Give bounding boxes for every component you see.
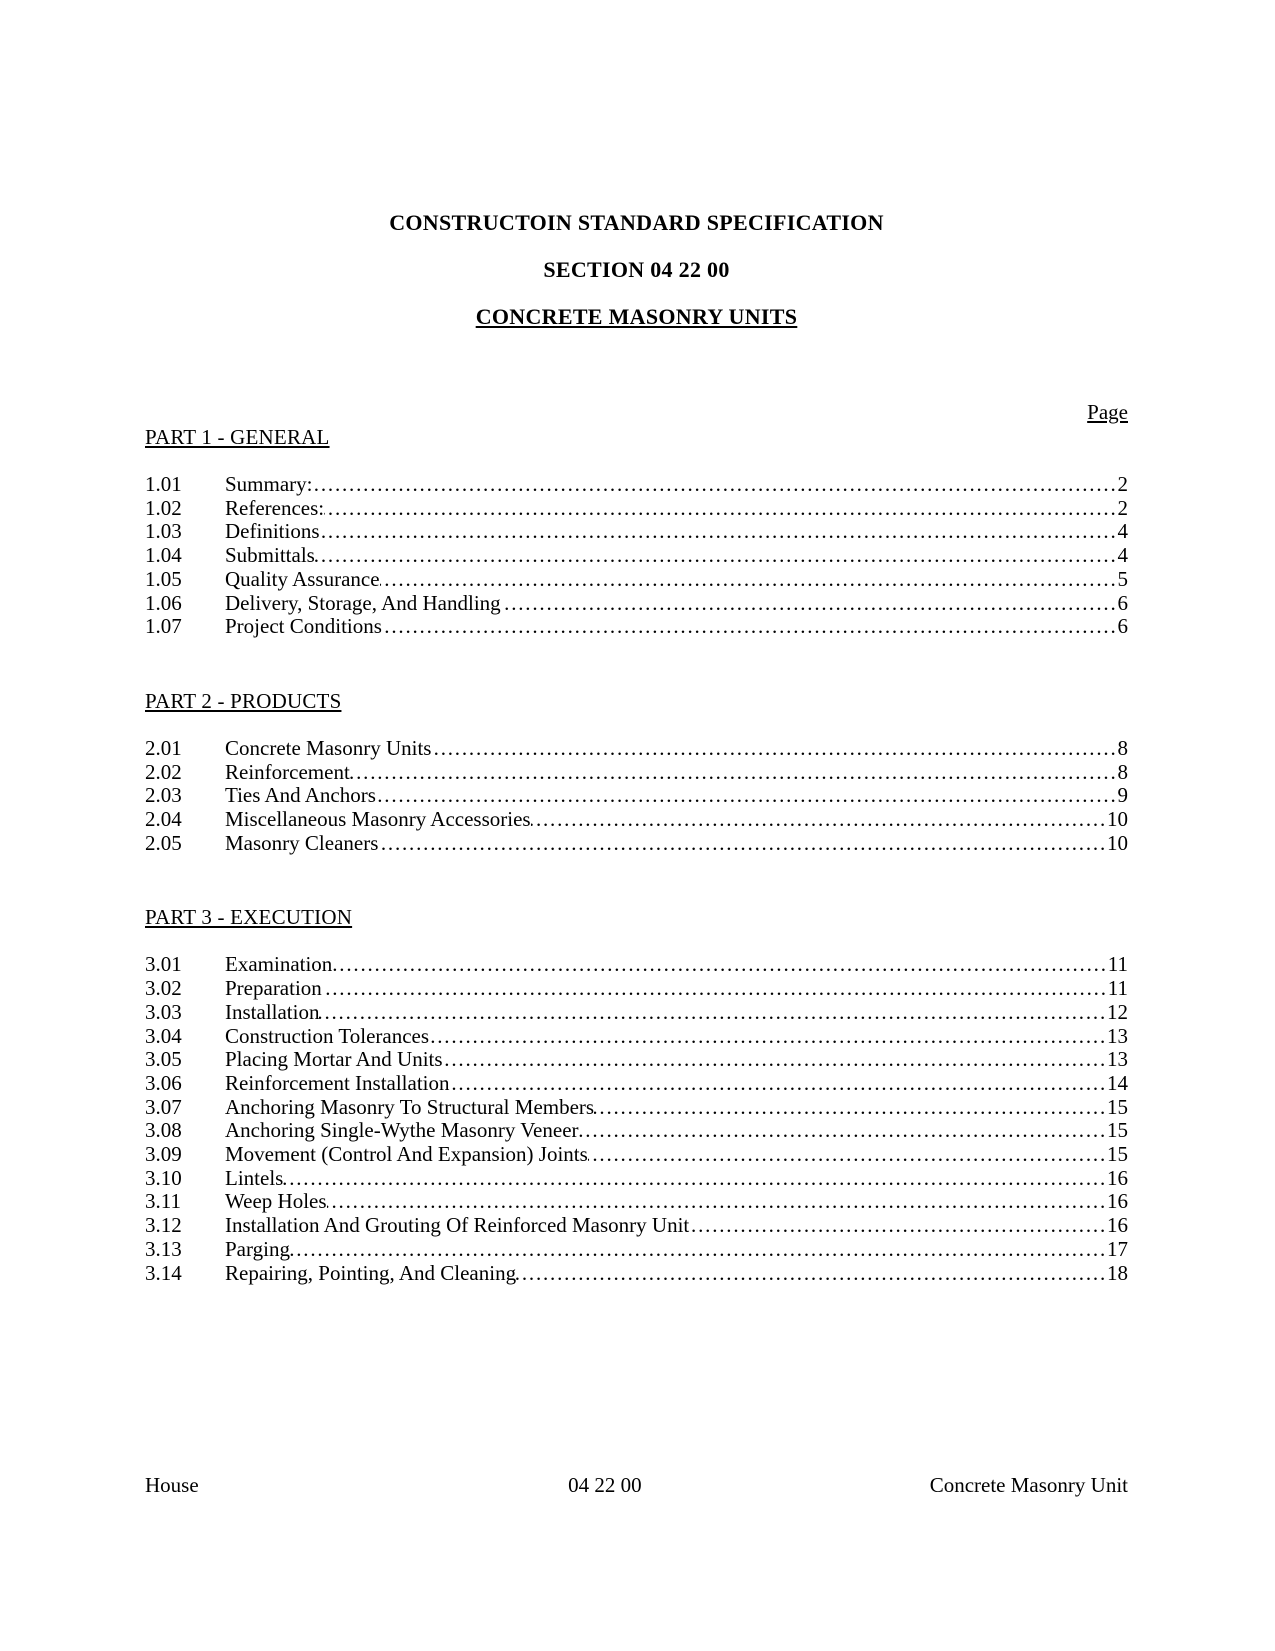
toc-entry: [145, 1167, 1128, 1191]
toc-entry-title: Installation And Grouting Of Reinforced Masonry Unit: [225, 1213, 690, 1238]
toc-entry-number: 3.07: [145, 1094, 182, 1119]
toc-entry-page: 18: [1107, 1260, 1128, 1285]
toc-entry-number: 1.07: [145, 614, 182, 639]
toc-entry-page: 2: [1117, 495, 1128, 520]
leader-dots: [322, 977, 1108, 1001]
leader-dots: [594, 1096, 1107, 1120]
leader-dots: [531, 808, 1107, 832]
toc-entry-page: 12: [1107, 999, 1128, 1024]
toc-entry: [145, 1238, 1128, 1262]
toc-part: [145, 425, 1128, 639]
toc-entry: [145, 1143, 1128, 1167]
toc-entry-number: 2.04: [145, 807, 182, 832]
toc-entry: [145, 1048, 1128, 1072]
toc-entry-title: Submittals: [225, 543, 315, 568]
toc-entry-title: Concrete Masonry Units: [225, 735, 432, 760]
toc-entry-page: 13: [1107, 1023, 1128, 1048]
toc-entry: [145, 520, 1128, 544]
leader-dots: [378, 832, 1107, 856]
toc-entries: [145, 737, 1128, 856]
leader-dots: [501, 592, 1118, 616]
leader-dots: [320, 520, 1118, 544]
toc-entry-page: 15: [1107, 1118, 1128, 1143]
toc-entry-title: Delivery, Storage, And Handling: [225, 590, 501, 615]
toc-entry-page: 16: [1107, 1165, 1128, 1190]
toc-entry-page: 10: [1107, 830, 1128, 855]
toc-entry-title: Quality Assurance: [225, 566, 380, 591]
footer-left: House: [145, 1473, 199, 1497]
toc-entry: [145, 1025, 1128, 1049]
toc-entry-number: 2.03: [145, 783, 182, 808]
part-heading: PART 1 - GENERAL: [145, 425, 330, 449]
toc-entry: [145, 1214, 1128, 1238]
toc-entry-number: 1.04: [145, 543, 182, 568]
leader-dots: [332, 953, 1107, 977]
toc-entry: [145, 953, 1128, 977]
toc-entry-number: 3.06: [145, 1070, 182, 1095]
toc-entry-number: 1.02: [145, 495, 182, 520]
toc-entry-page: 16: [1107, 1189, 1128, 1214]
toc-entry: [145, 497, 1128, 521]
toc-entry-title: Summary:: [225, 472, 313, 496]
doc-subtitle-text: CONCRETE MASONRY UNITS: [475, 304, 798, 329]
toc-entry-page: 11: [1107, 976, 1128, 1001]
toc-part: [145, 905, 1128, 1285]
toc-entry-page: 16: [1107, 1213, 1128, 1238]
leader-dots: [283, 1167, 1107, 1191]
toc-entry-number: 1.01: [145, 472, 182, 496]
toc-entry-title: Preparation: [225, 976, 322, 1001]
toc-entry-number: 3.01: [145, 952, 182, 977]
toc-entries: [145, 953, 1128, 1285]
toc-entry-page: 6: [1117, 614, 1128, 639]
toc-entry: [145, 615, 1128, 639]
toc-entry-page: 8: [1117, 759, 1128, 784]
leader-dots: [350, 761, 1118, 785]
toc-entry-title: Installation: [225, 999, 320, 1024]
toc-part: [145, 689, 1128, 856]
toc-entry-number: 3.03: [145, 999, 182, 1024]
toc-entry: [145, 784, 1128, 808]
toc-entry-title: Placing Mortar And Units: [225, 1047, 443, 1072]
footer-center: 04 22 00: [568, 1473, 642, 1497]
toc-entry-number: 1.05: [145, 566, 182, 591]
leader-dots: [380, 568, 1118, 592]
toc-entry: [145, 737, 1128, 761]
toc-entry: [145, 1001, 1128, 1025]
toc-entry-page: 14: [1107, 1070, 1128, 1095]
toc-entry-page: 5: [1117, 566, 1128, 591]
page-column-header-row: [145, 400, 1128, 425]
leader-dots: [290, 1238, 1107, 1262]
doc-subtitle: [145, 304, 1128, 329]
toc-entry-number: 3.13: [145, 1236, 182, 1261]
toc-entry-number: 3.08: [145, 1118, 182, 1143]
toc-entry-number: 2.05: [145, 830, 182, 855]
toc-entry-page: 8: [1117, 735, 1128, 760]
leader-dots: [319, 1001, 1107, 1025]
toc-entry-page: 15: [1107, 1142, 1128, 1167]
toc-entry-number: 3.09: [145, 1142, 182, 1167]
toc-entry-title: Repairing, Pointing, And Cleaning: [225, 1260, 517, 1285]
leader-dots: [327, 1190, 1107, 1214]
toc-entry-title: Reinforcement: [225, 759, 350, 784]
toc-entry-page: 10: [1107, 807, 1128, 832]
toc-entry-number: 1.06: [145, 590, 182, 615]
toc-entry: [145, 1262, 1128, 1286]
toc-entry-title: Ties And Anchors: [225, 783, 376, 808]
toc-entry: [145, 832, 1128, 856]
toc-entry: [145, 544, 1128, 568]
leader-dots: [376, 784, 1118, 808]
toc-entry-title: Definitions: [225, 519, 320, 544]
toc-entry-title: Masonry Cleaners: [225, 830, 379, 855]
toc-entry-page: 9: [1117, 783, 1128, 808]
toc-entry-page: 15: [1107, 1094, 1128, 1119]
toc-entry-title: Anchoring Masonry To Structural Members: [225, 1094, 595, 1119]
toc-entry-number: 1.03: [145, 519, 182, 544]
toc-entry: [145, 977, 1128, 1001]
leader-dots: [429, 1025, 1107, 1049]
toc-entry-title: Lintels: [225, 1165, 284, 1190]
leader-dots: [443, 1048, 1107, 1072]
toc-entry-page: 2: [1117, 472, 1128, 496]
toc-entry-number: 2.02: [145, 759, 182, 784]
doc-section-number-text: SECTION 04 22 00: [543, 257, 730, 282]
toc-entry-number: 3.04: [145, 1023, 182, 1048]
toc-entry-title: Miscellaneous Masonry Accessories: [225, 807, 531, 832]
toc-entry-title: References:: [225, 495, 325, 520]
page-column-label: Page: [1087, 400, 1128, 424]
toc-entry-number: 3.14: [145, 1260, 182, 1285]
document-content: [145, 0, 1128, 1285]
leader-dots: [382, 615, 1118, 639]
toc-entry-page: 4: [1117, 519, 1128, 544]
leader-dots: [450, 1072, 1107, 1096]
leader-dots: [588, 1143, 1107, 1167]
doc-section-number: [145, 257, 1128, 282]
toc-entry-title: Reinforcement Installation: [225, 1070, 450, 1095]
toc-entry: [145, 1072, 1128, 1096]
toc-entry-number: 3.11: [145, 1189, 181, 1214]
leader-dots: [579, 1119, 1107, 1143]
toc-entry-title: Anchoring Single-Wythe Masonry Veneer: [225, 1118, 579, 1143]
toc-entry-title: Construction Tolerances: [225, 1023, 430, 1048]
leader-dots: [431, 737, 1117, 761]
toc-entry-title: Parging: [225, 1236, 290, 1261]
toc-entry-page: 4: [1117, 543, 1128, 568]
toc-entry-number: 3.12: [145, 1213, 182, 1238]
toc-entry-number: 2.01: [145, 735, 182, 760]
title-block: [145, 0, 1128, 329]
leader-dots: [324, 497, 1117, 521]
toc-entry-number: 3.02: [145, 976, 182, 1001]
toc-entry-title: Examination: [225, 952, 333, 977]
leader-dots: [516, 1262, 1107, 1286]
toc-entry: [145, 761, 1128, 785]
toc-entry-page: 17: [1107, 1236, 1128, 1261]
toc-entry-page: 11: [1107, 952, 1128, 977]
toc-entry: [145, 592, 1128, 616]
leader-dots: [689, 1214, 1107, 1238]
leader-dots: [315, 544, 1118, 568]
toc-entry: [145, 1096, 1128, 1120]
toc-entry: [145, 568, 1128, 592]
doc-title-text: CONSTRUCTOIN STANDARD SPECIFICATION: [389, 210, 884, 235]
leader-dots: [313, 473, 1118, 497]
toc-entry-title: Movement (Control And Expansion) Joints: [225, 1142, 588, 1167]
toc-entry-title: Weep Holes: [225, 1189, 327, 1214]
toc-entry: [145, 473, 1128, 497]
toc: [145, 425, 1128, 1285]
part-heading: PART 2 - PRODUCTS: [145, 688, 342, 713]
toc-entry: [145, 1190, 1128, 1214]
toc-entry: [145, 808, 1128, 832]
page-footer: [145, 1473, 1128, 1498]
toc-entry-number: 3.05: [145, 1047, 182, 1072]
footer-right: Concrete Masonry Unit: [929, 1473, 1128, 1497]
toc-entry: [145, 1119, 1128, 1143]
part-heading: PART 3 - EXECUTION: [145, 905, 353, 930]
toc-entry-title: Project Conditions: [225, 614, 382, 639]
doc-title: [145, 210, 1128, 235]
toc-entry-page: 6: [1117, 590, 1128, 615]
toc-entry-number: 3.10: [145, 1165, 182, 1190]
toc-entry-page: 13: [1107, 1047, 1128, 1072]
toc-entries: [145, 473, 1128, 639]
